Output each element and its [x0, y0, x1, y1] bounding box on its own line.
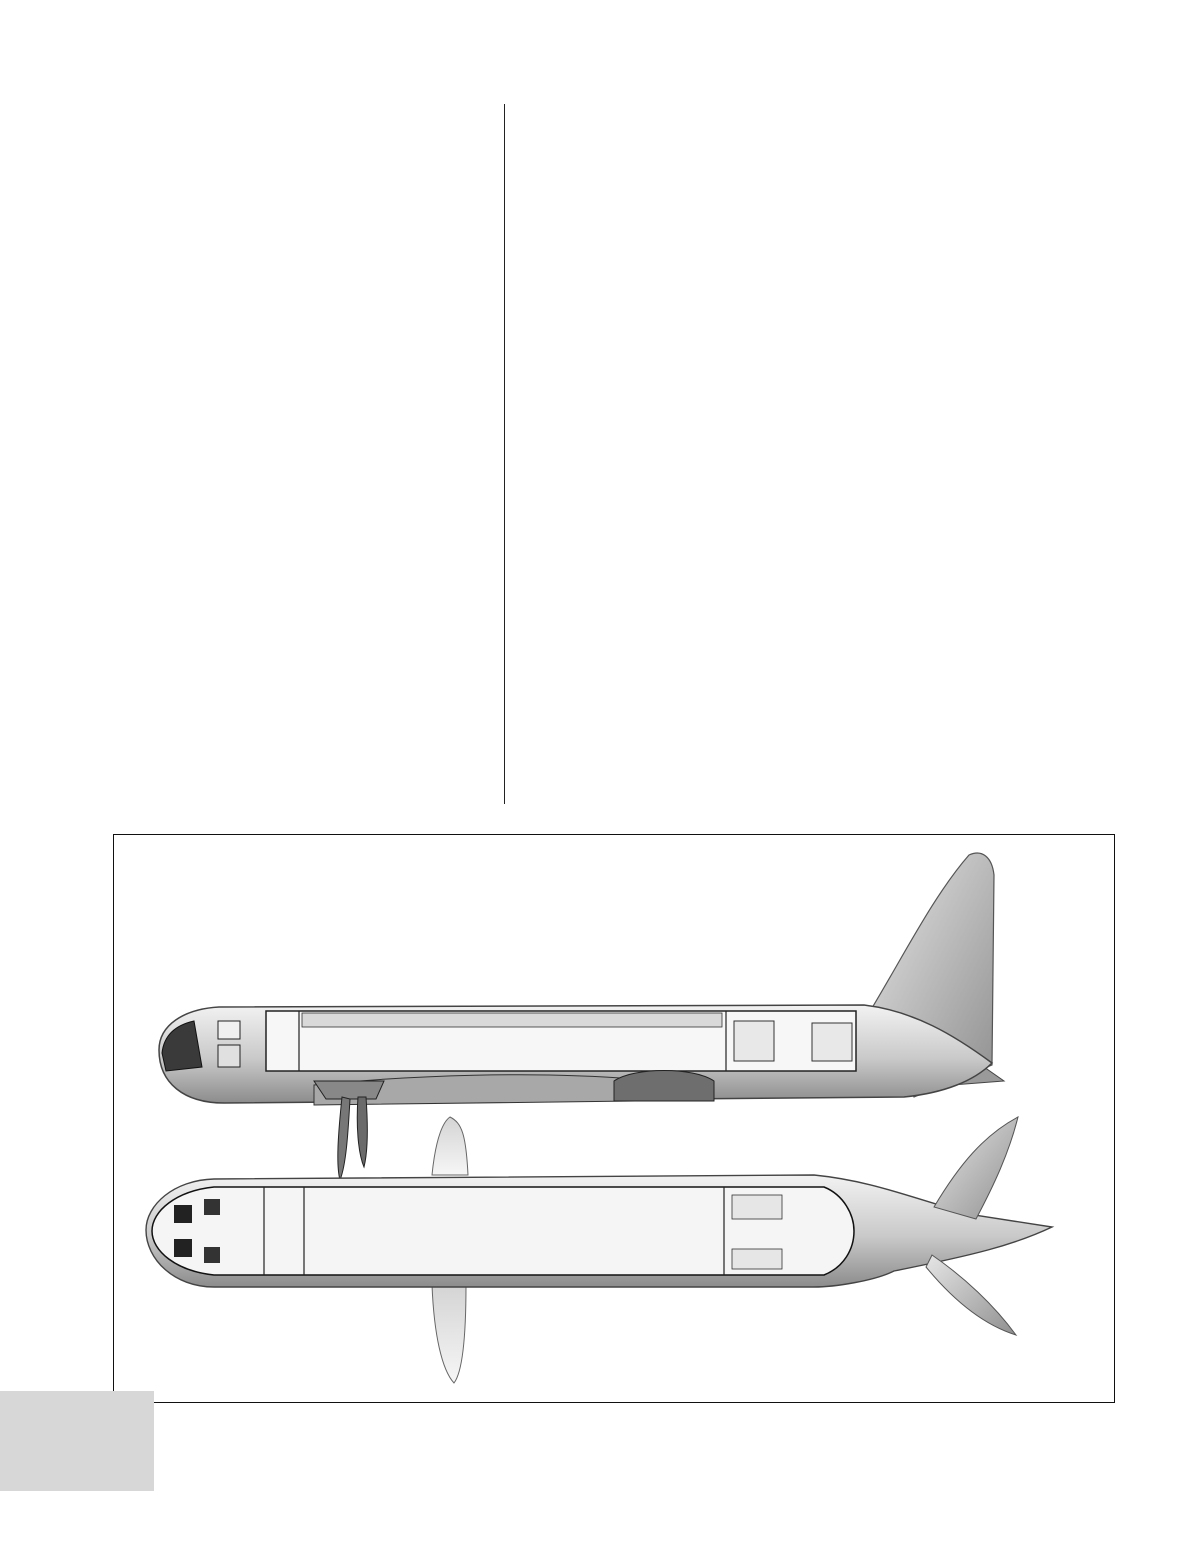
top-view-aircraft [146, 1117, 1052, 1383]
column-divider [504, 104, 505, 804]
aircraft-illustration [114, 835, 1113, 1401]
aircraft-cutaway-figure [113, 834, 1115, 1403]
page-number-tab [0, 1391, 154, 1491]
side-view-aircraft [159, 853, 1004, 1180]
